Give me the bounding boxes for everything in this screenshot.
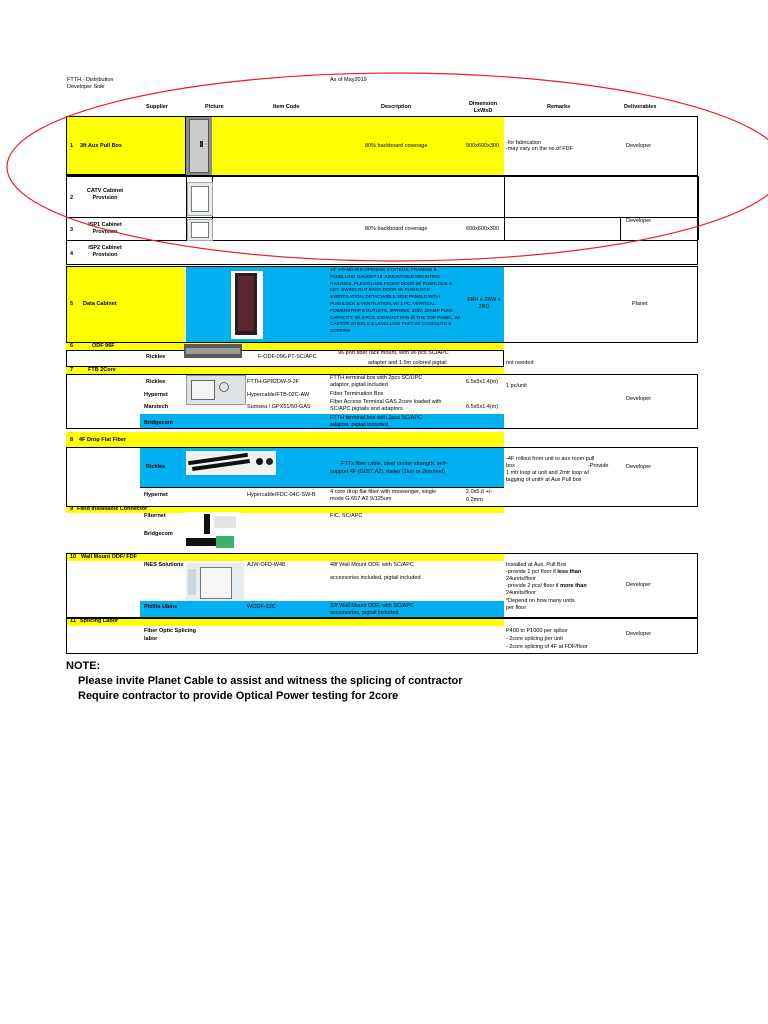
- row10-desc-2b: accessories, pigtail included: [330, 610, 399, 616]
- row10-code-2: WODF-32C: [247, 604, 276, 610]
- row3-deliverable: Developer: [626, 218, 652, 224]
- row8-code-2: Hypercable/FDC-04C-SW-B: [247, 492, 316, 498]
- row7-dim-3: 6.5x5x1.4(m): [466, 404, 499, 410]
- col-item-code: Item Code: [273, 104, 300, 110]
- row7-desc-1a: FTTH terminal box with 2pcs SC/UPC: [330, 375, 423, 381]
- row10-desc-2a: 32f Wall Mount ODF, with SC/APC: [330, 603, 414, 609]
- row10-remarks-5: 24units/floor: [506, 590, 536, 596]
- row10-remarks-6: *Depend on how many units: [506, 598, 575, 604]
- row7-supplier-3: Marstech: [144, 404, 169, 410]
- col-supplier: Supplier: [146, 104, 169, 110]
- row7-dim-1: 6.5x5x1.4(m): [466, 379, 499, 385]
- row6-item-code: F-ODF-096-PT-SC/APC: [258, 354, 317, 360]
- row9-name: Field Installable Connector: [77, 506, 148, 512]
- col-picture: Picture: [205, 104, 224, 110]
- row8-remarks-1: -4F rollout from unit to aux room pull: [506, 456, 595, 462]
- note-title: NOTE:: [66, 660, 101, 672]
- col-description: Description: [381, 104, 412, 110]
- row7-desc-2: Fiber Termination Box: [330, 391, 384, 397]
- row2-num: 2: [70, 195, 74, 201]
- row8-desc-2a: 4 core drop flat fiber with messenger, single: [330, 489, 437, 495]
- note-line-2: Require contractor to provide Optical Power testing for 2core: [78, 690, 399, 702]
- row1-deliverable: Developer: [626, 143, 652, 149]
- row7-code-3: Sumsea / GPX51/50-GAS: [247, 404, 311, 410]
- row6-name: ODF 96F: [92, 343, 115, 349]
- row5-name: Data Cabinet: [83, 301, 117, 307]
- row11-supplier-b: labor: [144, 636, 158, 642]
- row10-remarks-2: -provide 1 pc/ floor if less than: [506, 569, 582, 575]
- row8-remarks-3: 1 mtr loop at unit and 2mtr loop w/: [506, 470, 590, 476]
- row9-desc: FIC, SC/APC: [330, 513, 363, 519]
- row6-description-2: adapter and 1.5m colored pigtail: [368, 360, 447, 366]
- row6-num: 6: [70, 343, 74, 349]
- row4-name: ISP2 Cabinet Provision: [88, 245, 122, 258]
- row3-name: ISP1 Cabinet Provision: [88, 222, 122, 235]
- row11-supplier-a: Fiber Optic Splicing: [144, 628, 196, 634]
- row8-supplier-1: Ricklee: [146, 464, 166, 470]
- row3-num: 3: [70, 227, 74, 233]
- as-of-date: As of May2019: [330, 77, 367, 83]
- row3-description: 80% backboard coverage: [365, 226, 428, 232]
- col-dimension: Dimension LxWxD: [468, 101, 498, 114]
- row1-dimension: 900x600x300: [466, 143, 500, 149]
- row8-dim-2b: 0.2mm: [466, 497, 483, 503]
- row10-num: 10: [70, 554, 77, 560]
- row7-desc-3b: SC/APC pigtails and adaptors: [330, 406, 403, 412]
- row7-deliverable: Developer: [626, 396, 652, 402]
- row5-deliverable: Planet: [632, 301, 648, 307]
- row7-desc-1b: adaptor, pigtail included: [330, 382, 388, 388]
- note-line-1: Please invite Planet Cable to assist and witness the splicing of contractor: [78, 675, 463, 687]
- row6-description-1: 96 port fiber rack mount, with 96 pcs SC/APC: [338, 350, 449, 356]
- row7-num: 7: [70, 367, 74, 373]
- doc-title-line1: FTTH - Distribution: [67, 77, 114, 83]
- row2-name: CATV Cabinet Provision: [86, 188, 124, 201]
- row7-code-2: Hypercable/FTB-02C-AW: [247, 392, 310, 398]
- row11-remarks-3: - 2core splicing of 4F at FDF/floor: [506, 644, 588, 650]
- row7-desc-4a: FTTH terminal box with 2pcs SC/APC: [330, 415, 422, 421]
- row9-supplier-2: Bridgecom: [144, 531, 173, 537]
- row8-name: 4F Drop Flat Fiber: [79, 437, 127, 443]
- row9-supplier-1: Fibernet: [144, 513, 166, 519]
- row10-desc-1a: 48f Wall Mount ODF, with SC/APC: [330, 562, 414, 568]
- row7-remarks: 1 pc/unit: [506, 383, 527, 389]
- row10-supplier-1: INES Solutions: [144, 562, 184, 568]
- row7-name: FTB 2Core: [88, 367, 116, 373]
- row10-desc-1b: accessories included, pigtail included: [330, 575, 421, 581]
- row10-remarks-1: Installed at Aux. Pull Box: [506, 562, 567, 568]
- row10-deliverable: Developer: [626, 582, 652, 588]
- row9-num: 9: [70, 506, 74, 512]
- row7-desc-3a: Fiber Access Terminal GAS 2core loaded with: [330, 399, 442, 405]
- row6-supplier: Ricklee: [146, 354, 166, 360]
- row8-num: 8: [70, 437, 74, 443]
- row1-remarks-2: -may vary on the no.of FDF: [506, 146, 573, 152]
- row5-description: 19" STANDARD OPENING SYSTEMS, FRAMING & PANELLING GAUGE# 16, ADJUSTABLE MOUNTING RAILINGS, PLEXIGLASS FRONT DOOR W/ PUSHLOCK & KEY, SWING OUT BACK DOOR W/ PUSHLOCK &VENTILATION, DETACHABLE SIDE PANELS WITH PUSHLOCK & VENTILATION, W/ 1 PC. VERTICAL POWERSTRIP 8 OUTLETS, 3PRONG, 220V, 20AMP FUSE CAPACITY, W/ 4 PCS. EXHAUST FAN @ THE TOP PANEL, W/ CASTOR WHEELS & LEVELLING FEET W/ CAGENUTS & SCREWS: [330, 267, 461, 334]
- row8-desc-2b: mode G.657.A2 9/125um: [330, 496, 392, 502]
- row10-remarks-4: -provide 2 pcs/ floor if more than: [506, 583, 587, 589]
- doc-title-line2: Developer Side: [67, 84, 105, 90]
- row11-num: 11: [70, 618, 76, 624]
- row5-num: 5: [70, 301, 74, 307]
- row8-desc-1b: support 4F (G657.A2), meter (1km or 2km/reel): [330, 469, 445, 475]
- row1-num: 1: [70, 143, 74, 149]
- row7-desc-4b: adaptor, pigtail included: [330, 422, 388, 428]
- row10-remarks-7: per floor: [506, 605, 527, 611]
- row4-num: 4: [70, 251, 74, 257]
- col-remarks: Remarks: [547, 104, 571, 110]
- row1-name: 3ft Aux Pull Box: [80, 143, 122, 149]
- row10-name: Wall Mount ODF/ FDF: [81, 554, 138, 560]
- row11-remarks-2: - 2core splicing per unit: [506, 636, 563, 642]
- row10-code-1: AJW-OFD-W48: [247, 562, 286, 568]
- row10-supplier-2: Phillio Ubins: [144, 604, 178, 610]
- row8-supplier-2: Hypernet: [144, 492, 168, 498]
- row8-desc-1a: FTTx fiber cable, steel center strength, self-: [341, 461, 448, 467]
- row8-remarks-4: tagging of unit# at Aux Pull box: [506, 477, 582, 483]
- row8-remarks-2b: -Provide: [588, 463, 609, 469]
- row8-deliverable: Developer: [626, 464, 652, 470]
- row7-code-1: FTTH-GP82DW-9-2F: [247, 379, 300, 385]
- row1-remarks-1: -for fabrication: [506, 140, 542, 146]
- row6-remarks: not needed: [506, 360, 534, 366]
- row7-supplier-1: Ricklee: [146, 379, 166, 385]
- row11-name: Splicing Labor: [80, 618, 119, 624]
- row8-remarks-2: box: [506, 463, 515, 469]
- col-deliverables: Deliverables: [624, 104, 657, 110]
- row7-supplier-4: Bridgecom: [144, 420, 173, 426]
- row11-remarks-1: P400 to P1000 per splice: [506, 628, 568, 634]
- row5-dimension: 6RH x 2RW x 2RD: [467, 297, 501, 310]
- row3-dimension: 600x600x300: [466, 226, 500, 232]
- row1-description: 80% backboard coverage: [365, 143, 428, 149]
- row8-dim-2a: 2.0x5.6 +/-: [466, 489, 493, 495]
- row10-remarks-3: 24units/floor: [506, 576, 536, 582]
- row11-deliverable: Developer: [626, 631, 652, 637]
- row7-supplier-2: Hypernet: [144, 392, 168, 398]
